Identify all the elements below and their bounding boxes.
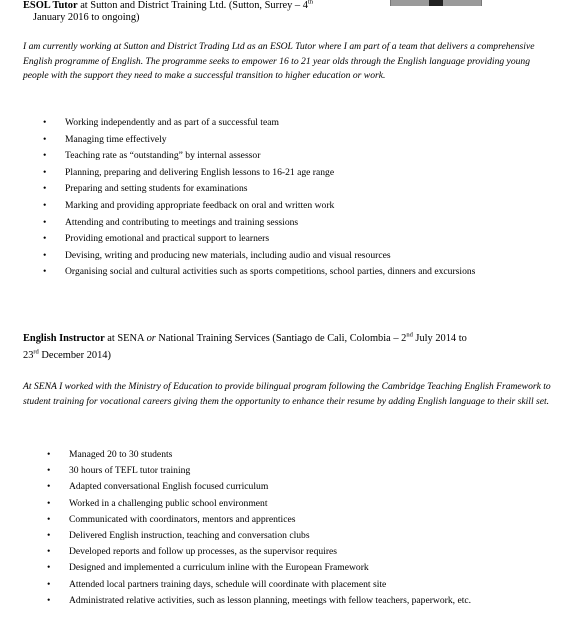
job-dates-end: 23 — [23, 350, 34, 361]
bullet-icon: • — [43, 150, 47, 162]
bullet-item — [43, 181, 580, 198]
bullet-item — [47, 496, 580, 512]
bullet-item — [47, 544, 580, 560]
bullet-text: Providing emotional and practical support to learners — [65, 233, 270, 245]
bullet-icon: • — [47, 449, 51, 460]
bullet-icon: • — [43, 216, 47, 228]
bullet-text: Worked in a challenging public school environment — [69, 497, 268, 509]
job-dates: January 2016 to ongoing) — [33, 12, 140, 23]
bullet-item — [47, 479, 580, 495]
job-description: At SENA I worked with the Ministry of Education to provide bilingual program following the Cambridge Teaching English Framework to student training for vocational careers giving them the opportunity to enhance their resume by adding English language to their skill set. — [23, 381, 551, 407]
bullet-text: Developed reports and follow up processes, as the supervisor requires — [69, 546, 338, 558]
bullet-icon: • — [47, 578, 51, 590]
bullet-icon: • — [43, 166, 47, 178]
bullet-item — [43, 132, 580, 149]
bullet-text: Planning, preparing and delivering English lessons to 16-21 age range — [65, 166, 335, 178]
bullet-icon: • — [47, 546, 51, 558]
responsibilities-list — [47, 447, 580, 609]
bullet-item — [43, 198, 580, 215]
bullet-item — [47, 593, 580, 609]
bullet-text: Administrated relative activities, such as lesson planning, meetings with fellow teachers, paperwork, etc. — [69, 594, 472, 606]
bullet-text: Designed and implemented a curriculum inline with the European Framework — [69, 562, 369, 574]
job-dates-end-rest: December 2014) — [38, 350, 111, 361]
bullet-text: Communicated with coordinators, mentors and apprentices — [69, 513, 296, 525]
bullet-item — [47, 512, 580, 528]
bullet-item — [43, 148, 580, 165]
bullet-item — [43, 231, 580, 248]
responsibilities-list — [43, 115, 580, 281]
bullet-text: Devising, writing and producing new materials, including audio and visual resources — [65, 249, 391, 261]
bullet-text: Marking and providing appropriate feedback on oral and written work — [65, 199, 335, 211]
bullet-item — [47, 528, 580, 544]
bullet-item — [47, 463, 580, 479]
bullet-text: Delivered English instruction, teaching and conversation clubs — [69, 530, 310, 542]
bullet-text: Attending and contributing to meetings and training sessions — [65, 216, 299, 228]
bullet-text: Organising social and cultural activities such as sports competitions, school parties, dinners and excursions — [65, 266, 476, 278]
bullet-text: Adapted conversational English focused curriculum — [69, 481, 269, 493]
bullet-icon: • — [47, 481, 51, 493]
bullet-icon: • — [43, 249, 47, 261]
bullet-icon: • — [47, 562, 51, 574]
bullet-item — [43, 264, 580, 281]
job-title: ESOL Tutor — [23, 0, 78, 11]
date-ordinal: rd — [33, 348, 39, 356]
bullet-icon: • — [43, 117, 47, 128]
job-dates-start: July 2014 to — [412, 333, 467, 344]
bullet-item — [47, 447, 580, 463]
bullet-icon: • — [47, 530, 51, 542]
job-employer-or: or — [146, 333, 156, 344]
bullet-icon: • — [47, 513, 51, 525]
job-heading — [23, 0, 543, 24]
bullet-text: Managed 20 to 30 students — [69, 449, 173, 460]
bullet-text: Attended local partners training days, schedule will coordinate with placement site — [69, 578, 387, 590]
bullet-icon: • — [47, 465, 51, 477]
job-heading — [23, 330, 543, 364]
job-employer-location: National Training Services (Santiago de Cali, Colombia – 2 — [155, 333, 407, 344]
bullet-text: 30 hours of TEFL tutor training — [69, 465, 191, 477]
date-ordinal: nd — [406, 331, 413, 339]
job-employer: at SENA — [104, 333, 147, 344]
bullet-icon: • — [43, 199, 47, 211]
bullet-item — [43, 165, 580, 182]
bullet-icon: • — [43, 133, 47, 145]
bullet-item — [43, 248, 580, 265]
bullet-text: Teaching rate as “outstanding” by internal assessor — [65, 150, 261, 162]
bullet-text: Managing time effectively — [65, 133, 167, 145]
job-title: English Instructor — [23, 333, 105, 344]
bullet-icon: • — [43, 183, 47, 195]
bullet-item — [47, 560, 580, 576]
bullet-icon: • — [47, 497, 51, 509]
bullet-item — [47, 577, 580, 593]
bullet-item — [43, 215, 580, 232]
bullet-item — [43, 115, 580, 132]
bullet-icon: • — [47, 594, 51, 606]
bullet-text: Working independently and as part of a successful team — [65, 117, 279, 128]
date-ordinal: th — [307, 0, 313, 6]
job-employer: at Sutton and District Training Ltd. (Sutton, Surrey – 4 — [77, 0, 308, 11]
bullet-icon: • — [43, 266, 47, 278]
bullet-icon: • — [43, 233, 47, 245]
bullet-text: Preparing and setting students for examinations — [65, 183, 248, 195]
job-description: I am currently working at Sutton and District Trading Ltd as an ESOL Tutor where I am part of a team that delivers a comprehensive English programme of English. The programme seeks to empower 16 to 21 year olds through the English language providing young people with the support they need to make a successful transition to higher education or work. — [23, 41, 535, 82]
